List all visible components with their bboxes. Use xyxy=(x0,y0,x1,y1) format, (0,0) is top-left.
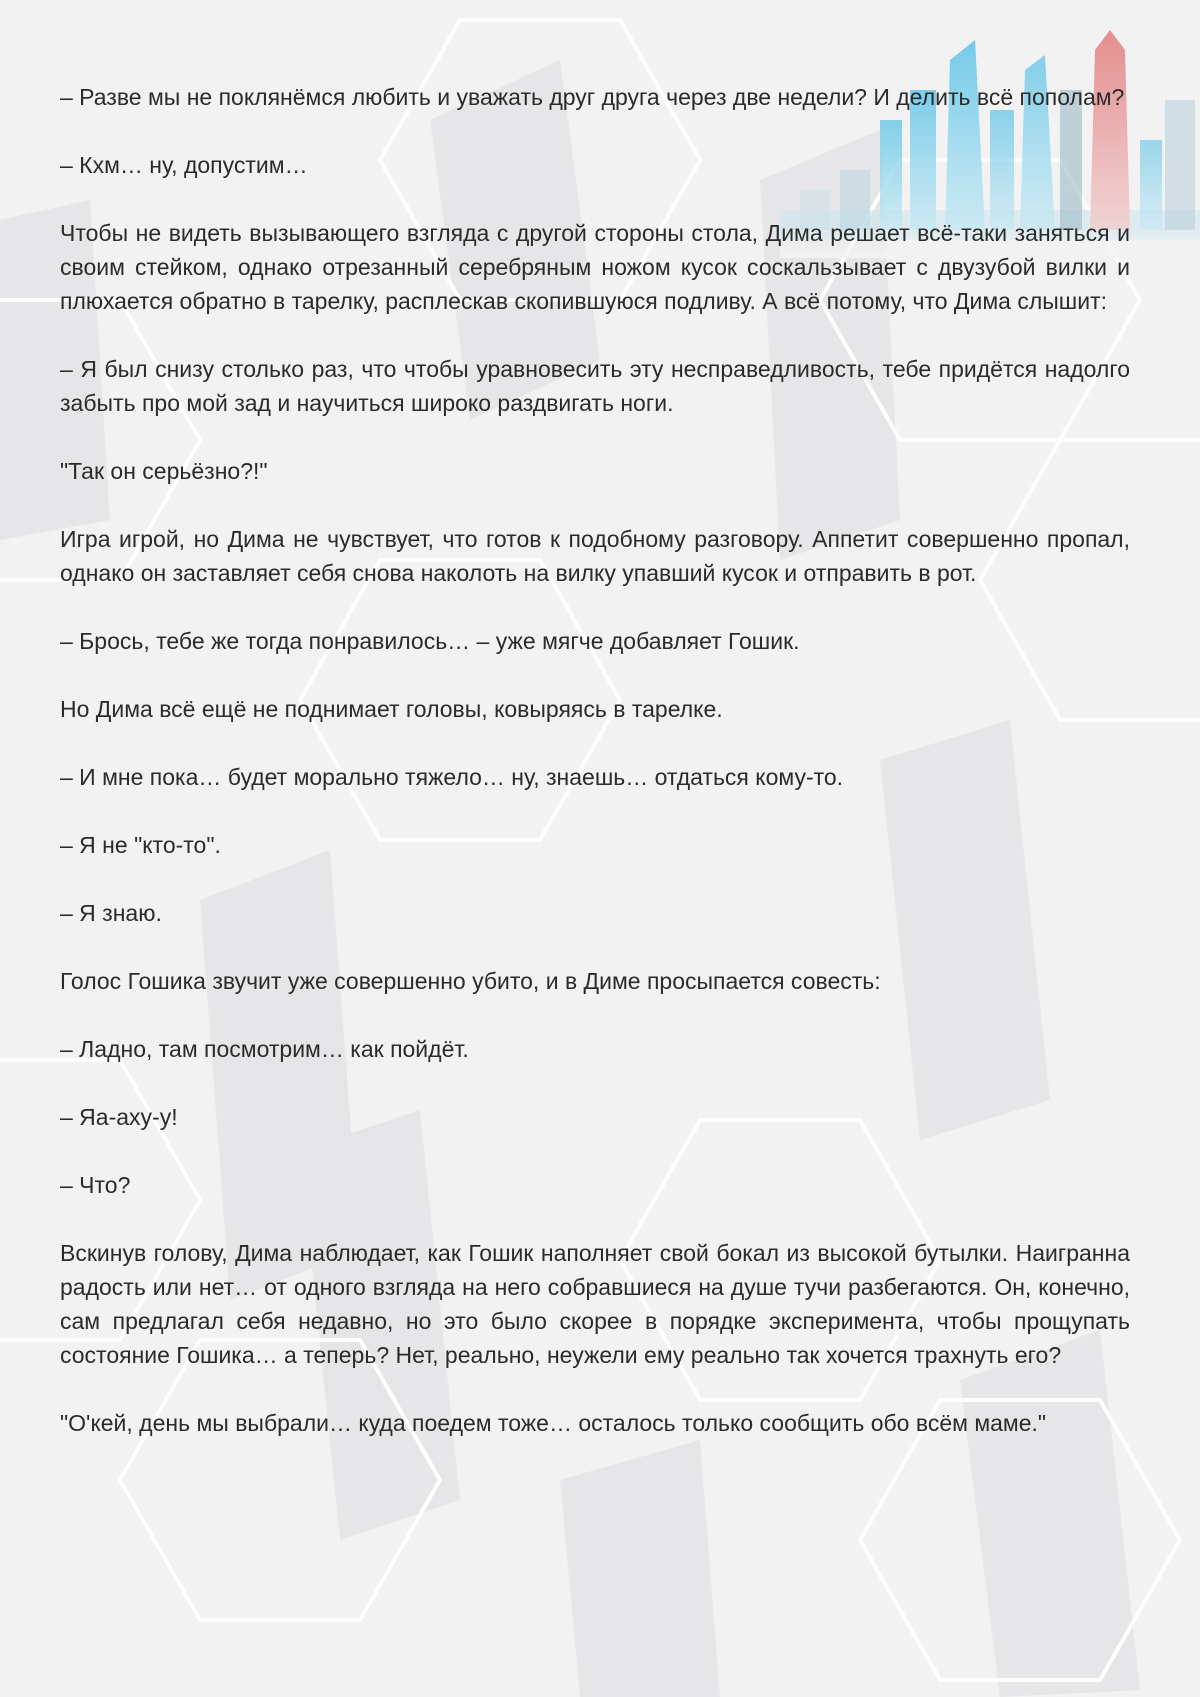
paragraph: Чтобы не видеть вызывающего взгляда с другой стороны стола, Дима решает всё-таки заняться и своим стейком, однако отрезанный серебряным ножом кусок соскальзывает с двузубой вилки и плюхается обратно в тарелку, расплескав скопившуюся подливу. А всё потому, что Дима слышит: xyxy=(60,220,1130,314)
paragraph: – Ладно, там посмотрим… как пойдёт. xyxy=(60,1036,469,1062)
paragraph: Голос Гошика звучит уже совершенно убито, и в Диме просыпается совесть: xyxy=(60,968,881,994)
paragraph: – Разве мы не поклянёмся любить и уважать друг друга через две недели? И делить всё пополам? xyxy=(60,84,1125,110)
paragraph: – Я не "кто-то". xyxy=(60,832,221,858)
paragraph: – Что? xyxy=(60,1172,131,1198)
paragraph: – Кхм… ну, допустим… xyxy=(60,152,308,178)
paragraph: – Яа-аху-у! xyxy=(60,1104,178,1130)
paragraph: Игра игрой, но Дима не чувствует, что готов к подобному разговору. Аппетит совершенно пропал, однако он заставляет себя снова наколоть на вилку упавший кусок и отправить в рот. xyxy=(60,526,1130,586)
paragraph: Но Дима всё ещё не поднимает головы, ковыряясь в тарелке. xyxy=(60,696,723,722)
paragraph: "О'кей, день мы выбрали… куда поедем тоже… осталось только сообщить обо всём маме." xyxy=(60,1410,1047,1436)
paragraph: – И мне пока… будет морально тяжело… ну, знаешь… отдаться кому-то. xyxy=(60,764,844,790)
paragraph: Вскинув голову, Дима наблюдает, как Гошик наполняет свой бокал из высокой бутылки. Наигранна радость или нет… от одного взгляда на него собравшиеся на душе тучи разбегаются. Он, конечно, сам предлагал себя недавно, но это было скорее в порядке эксперимента, чтобы прощупать состояние Гошика… а теперь? Нет, реально, неужели ему реально так хочется трахнуть его? xyxy=(60,1240,1130,1368)
paragraph: – Я был снизу столько раз, что чтобы уравновесить эту несправедливость, тебе придётся надолго забыть про мой зад и научиться широко раздвигать ноги. xyxy=(60,356,1130,416)
document-page xyxy=(60,80,1130,1474)
paragraph: – Брось, тебе же тогда понравилось… – уже мягче добавляет Гошик. xyxy=(60,628,800,654)
paragraph: "Так он серьёзно?!" xyxy=(60,458,268,484)
paragraph: – Я знаю. xyxy=(60,900,162,926)
